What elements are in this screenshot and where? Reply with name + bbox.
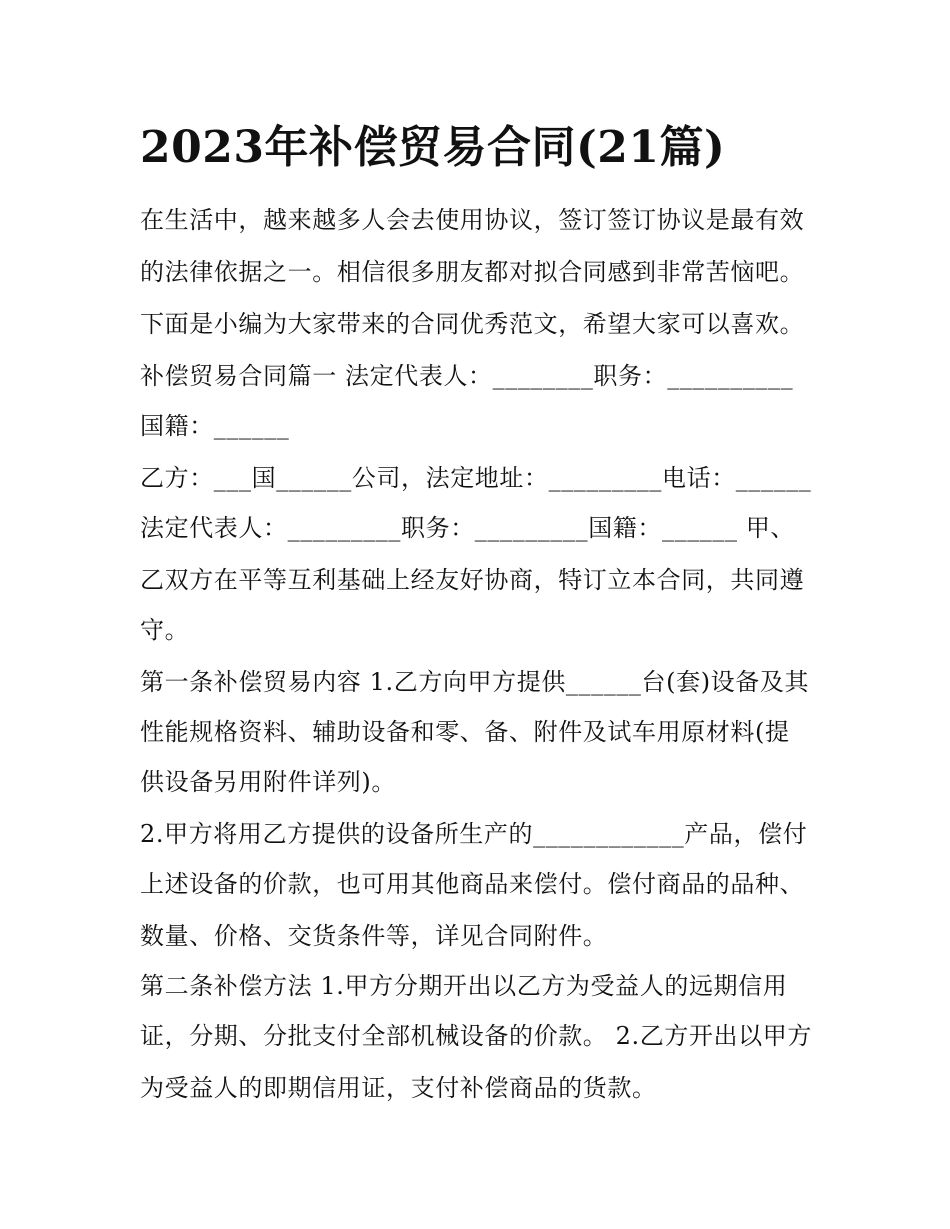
body-line: 上述设备的价款，也可用其他商品来偿付。偿付商品的品种、 xyxy=(140,870,805,898)
body-line: 第二条补偿方法 1.甲方分期开出以乙方为受益人的远期信用 xyxy=(140,972,788,1000)
document-title: 2023年补偿贸易合同(21篇) xyxy=(140,122,726,173)
body-line: 证，分期、分批支付全部机械设备的价款。 2.乙方开出以甲方 xyxy=(140,1022,812,1050)
body-line: 国籍：______ xyxy=(140,412,290,440)
body-line: 第一条补偿贸易内容 1.乙方向甲方提供______台(套)设备及其 xyxy=(140,668,810,696)
body-line: 守。 xyxy=(140,616,190,644)
body-line: 下面是小编为大家带来的合同优秀范文，希望大家可以喜欢。 xyxy=(140,310,805,338)
body-line: 数量、价格、交货条件等，详见合同附件。 xyxy=(140,922,608,950)
body-line: 法定代表人：_________职务：_________国籍：______ 甲、 xyxy=(140,514,796,542)
body-line: 2.甲方将用乙方提供的设备所生产的____________产品，偿付 xyxy=(140,820,808,848)
body-line: 的法律依据之一。相信很多朋友都对拟合同感到非常苦恼吧。 xyxy=(140,258,805,286)
body-line: 性能规格资料、辅助设备和零、备、附件及试车用原材料(提 xyxy=(140,718,790,746)
body-line: 补偿贸易合同篇一 法定代表人：________职务：__________ xyxy=(140,362,794,390)
body-line: 乙方：___国______公司，法定地址：_________电话：______ xyxy=(140,464,812,492)
body-line: 为受益人的即期信用证，支付补偿商品的货款。 xyxy=(140,1074,657,1102)
body-line: 供设备另用附件详列)。 xyxy=(140,768,396,796)
body-line: 在生活中，越来越多人会去使用协议，签订签订协议是最有效 xyxy=(140,206,805,234)
body-line: 乙双方在平等互利基础上经友好协商，特订立本合同，共同遵 xyxy=(140,566,805,594)
